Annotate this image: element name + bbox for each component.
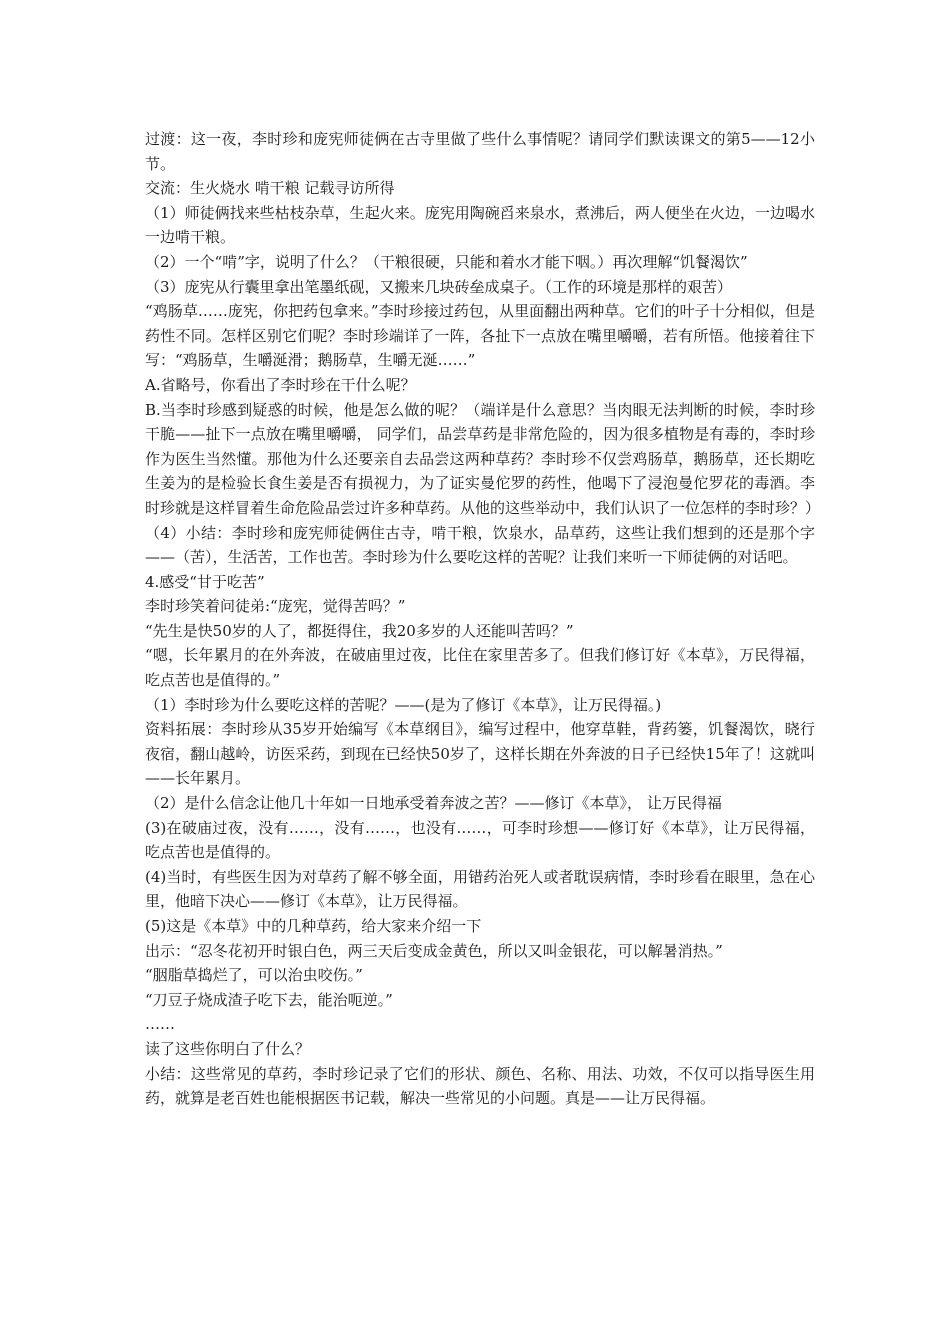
paragraph-temple-night: (3)在破庙过夜，没有……，没有……，也没有……，可李时珍想——修订好《本草》，让万民得福，吃点苦也是值得的。 [145, 818, 815, 862]
paragraph-show-rouge-herb: “胭脂草捣烂了，可以治虫咬伤。” [145, 966, 363, 985]
paragraph-reflection-question: 读了这些你明白了什么？ [145, 1039, 311, 1058]
paragraph-why-suffer: （1）李时珍为什么要吃这样的苦呢？——(是为了修订《本草》，让万民得福。) [145, 695, 662, 714]
section-heading-4: 4.感受“甘于吃苦” [145, 572, 265, 591]
paragraph-discussion: 交流：生火烧水 啃干粮 记载寻访所得 [145, 179, 395, 198]
paragraph-question-a: A.省略号，你看出了李时珍在干什么呢？ [145, 375, 416, 394]
paragraph-dialogue-1: 李时珍笑着问徒弟:“庞宪，觉得苦吗？” [145, 597, 406, 616]
paragraph-belief: （2）是什么信念让他几十年如一日地承受着奔波之苦？——修订《本草》， 让万民得福 [145, 794, 722, 813]
paragraph-transition: 过渡：这一夜，李时珍和庞宪师徒俩在古寺里做了些什么事情呢？请同学们默读课文的第5——12小节。 [145, 130, 815, 173]
paragraph-show-sword-bean: “刀豆子烧成渣子吃下去，能治呃逆。” [145, 990, 393, 1009]
paragraph-dialogue-2: “先生是快50岁的人了，都挺得住，我20多岁的人还能叫苦吗？” [145, 621, 574, 640]
paragraph-point-3: （3）庞宪从行囊里拿出笔墨纸砚，又搬来几块砖垒成桌子。（工作的环境是那样的艰苦） [145, 277, 733, 296]
paragraph-show-honeysuckle: 出示：“忍冬花初开时银白色，两三天后变成金黄色，所以又叫金银花，可以解暑消热。” [145, 941, 723, 960]
paragraph-point-4-summary: （4）小结：李时珍和庞宪师徒俩住古寺，啃干粮，饮泉水，品草药，这些让我们想到的还是那个字——（苦），生活苦，工作也苦。李时珍为什么要吃这样的苦呢？让我们来听一下师徒俩的对话吧。 [145, 523, 815, 567]
paragraph-doctors: (4)当时，有些医生因为对草药了解不够全面，用错药治死人或者耽误病情，李时珍看在眼里，急在心里，他暗下决心——修订《本草》，让万民得福。 [145, 867, 815, 911]
paragraph-point-2: （2）一个“啃”字，说明了什么？（干粮很硬，只能和着水才能下咽。）再次理解“饥餐渴饮” [145, 252, 748, 271]
document-body [145, 127, 821, 1111]
paragraph-question-b: B.当李时珍感到疑惑的时候，他是怎么做的呢？（端详是什么意思？当肉眼无法判断的时候，李时珍干脆——扯下一点放在嘴里嚼嚼， 同学们，品尝草药是非常危险的，因为很多植物是有毒的，李时珍作为医生当然懂。那他为什么还要亲自去品尝这两种草药？李时珍不仅尝鸡肠草，鹅肠草，还长期吃生姜为的是检验长食生姜是否有损视力，为了证实曼佗罗的药性，他喝下了浸泡曼佗罗花的毒酒。李时珍就是这样冒着生命危险品尝过许多种草药。从他的这些举动中，我们认识了一位怎样的李时珍？） [145, 400, 821, 517]
paragraph-background: 资料拓展：李时珍从35岁开始编写《本草纲目》，编写过程中，他穿草鞋，背药篓，饥餐渴饮，晓行夜宿，翻山越岭，访医采药，到现在已经快50岁了，这样长期在外奔波的日子已经快15年了！这就叫——长年累月。 [145, 720, 815, 788]
paragraph-point-1: （1）师徒俩找来些枯枝杂草，生起火来。庞宪用陶碗舀来泉水，煮沸后，两人便坐在火边，一边喝水一边啃干粮。 [145, 203, 815, 247]
paragraph-final-summary: 小结：这些常见的草药，李时珍记录了它们的形状、颜色、名称、用法、功效，不仅可以指导医生用药，就算是老百姓也能根据医书记载，解决一些常见的小问题。真是——让万民得福。 [145, 1064, 815, 1108]
paragraph-quote-herbs: “鸡肠草……庞宪，你把药包拿来。”李时珍接过药包，从里面翻出两种草。它们的叶子十分相似，但是药性不同。怎样区别它们呢？李时珍端详了一阵，各扯下一点放在嘴里嚼嚼，若有所悟。他接着往下写：“鸡肠草，生嚼涎滑；鹅肠草，生嚼无涎……” [145, 302, 815, 370]
paragraph-dialogue-3: “嗯，长年累月的在外奔波，在破庙里过夜，比住在家里苦多了。但我们修订好《本草》，万民得福，吃点苦也是值得的。” [145, 646, 815, 690]
paragraph-herbs-intro: (5)这是《本草》中的几种草药，给大家来介绍一下 [145, 917, 482, 935]
paragraph-ellipsis: …… [145, 1015, 175, 1034]
